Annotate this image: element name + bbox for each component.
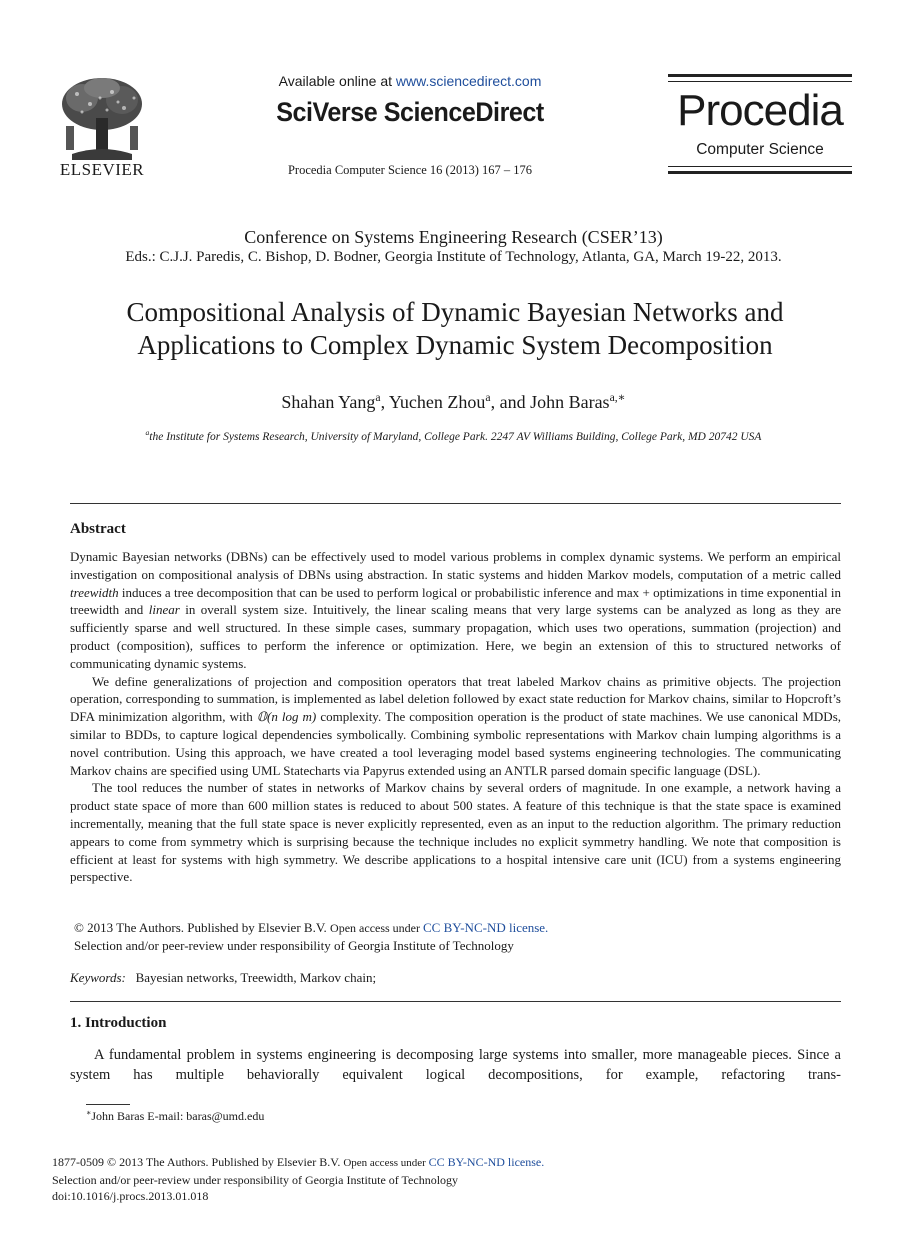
introduction-body xyxy=(70,1045,841,1085)
abstract-heading: Abstract xyxy=(70,521,126,537)
sciverse-logo: SciVerse ScienceDirect xyxy=(276,97,544,127)
abstract-text: induces a tree decomposition that can be used to perform logical or probabilistic inference and max + optimizations in time exponential in treewidth and xyxy=(70,584,841,618)
author-mark: a,∗ xyxy=(609,391,626,404)
license-link[interactable]: CC BY-NC-ND license. xyxy=(423,920,549,935)
peer-review-line: Selection and/or peer-review under responsibility of Georgia Institute of Technology xyxy=(52,1172,459,1187)
elsevier-tree-icon xyxy=(52,74,152,160)
divider-bottom xyxy=(70,1001,841,1002)
journal-citation: Procedia Computer Science 16 (2013) 167 – 176 xyxy=(287,163,533,177)
divider-top xyxy=(70,503,841,504)
footnote-mark: ∗ xyxy=(86,1108,92,1117)
author-list xyxy=(0,392,907,413)
title-line-1: Compositional Analysis of Dynamic Bayesian Networks and xyxy=(126,297,784,327)
open-access-text: Open access under xyxy=(343,1157,429,1169)
copyright-block xyxy=(74,919,845,955)
author-mark: a xyxy=(485,391,491,404)
footnote-text: John Baras E-mail: baras@umd.edu xyxy=(91,1109,265,1123)
keywords-label: Keywords: xyxy=(70,970,126,985)
elsevier-wordmark: ELSEVIER xyxy=(59,160,145,179)
author-separator: , xyxy=(380,392,389,412)
procedia-title: Procedia xyxy=(677,86,843,135)
abstract-paragraph xyxy=(70,673,841,780)
conference-name: Conference on Systems Engineering Research (CSER’13) xyxy=(244,227,663,247)
abstract-text: We define generalizations of projection and composition operators that treat labeled Markov chains as primitive objects. The projection operation, corresponding to summation, is implemented as label deletion followed by exact state reduction for Markov chains, similar to Hopcroft’s DFA minimization algorithm, with xyxy=(70,673,841,725)
title-line-2: Applications to Complex Dynamic System Decomposition xyxy=(137,330,773,360)
affiliation xyxy=(0,428,907,443)
abstract-paragraph xyxy=(70,548,841,673)
keywords-value: Bayesian networks, Treewidth, Markov chain; xyxy=(135,970,377,985)
peer-review-line: Selection and/or peer-review under responsibility of Georgia Institute of Technology xyxy=(74,938,514,953)
license-link[interactable]: CC BY-NC-ND license. xyxy=(428,1155,545,1169)
author-name: Yuchen Zhou xyxy=(388,392,486,412)
author-separator: , and xyxy=(490,392,531,412)
footnote-rule xyxy=(86,1104,130,1105)
author-mark: a xyxy=(375,391,381,404)
author-name: John Baras xyxy=(530,392,610,412)
copyright-line xyxy=(74,919,845,937)
abstract-paragraph: The tool reduces the number of states in networks of Markov chains by several orders of magnitude. In one example, a network having a product state space of more than 600 million states is reduced to about 500 states. A feature of this technique is that the state space is examined incrementally, meaning that the full state space is never explicitly represented, even as an input to the reduction algorithm. The primary reduction appears to come from symmetry which is surprising because the technique includes no explicit symmetry handling. We note that composition is efficient at least for systems with high symmetry. We describe applications to a hospital intensive care unit (ICU) from a systems engineering perspective. xyxy=(70,780,841,885)
abstract-emphasis: treewidth xyxy=(70,584,119,600)
complexity-math: 𝕆(n log m) xyxy=(256,709,317,725)
abstract-emphasis: linear xyxy=(148,602,180,618)
copyright-text: © 2013 The Authors. Published by Elsevier B.V. xyxy=(74,920,331,935)
abstract-text: complexity. The composition operation is the product of state machines. We use canonical MDDs, similar to BDDs, to capture logical dependencies symbolically. Combining symbolic representations with Markov chain lumping algorithms is a novel contribution. Using this approach, we have created a tool leveraging model based systems engineering technologies. The communicating Markov chains are specified using UML Statecharts via Papyrus extended using an ANTLR parsed domain specific language (DSL). xyxy=(70,709,842,778)
abstract-text: Dynamic Bayesian networks (DBNs) can be effectively used to model various problems in complex dynamic systems. We perform an empirical investigation on compositional analysis of DBNs using abstraction. In static systems and hidden Markov models, computation of a metric called xyxy=(70,549,841,582)
issn-text: 1877-0509 © 2013 The Authors. Published by Elsevier B.V. xyxy=(52,1155,344,1169)
introduction-paragraph: A fundamental problem in systems engineering is decomposing large systems into smaller, more manageable pieces. Since a system has multiple behaviorally equivalent logical decompositions, for example, refactoring trans- xyxy=(70,1047,841,1083)
logo-rule-bottom-thin xyxy=(668,166,852,167)
logo-rule-bottom xyxy=(668,171,852,174)
available-text: Available online at xyxy=(278,73,396,89)
procedia-subtitle: Computer Science xyxy=(696,141,824,158)
affiliation-mark: a xyxy=(145,428,150,438)
sciencedirect-link[interactable]: www.sciencedirect.com xyxy=(395,73,542,89)
abstract-text: in overall system size. Intuitively, the linear scaling means that very large systems can be analyzed as long as they are sufficiently sparse and well structured. In these simple cases, summary propagation, which uses two operations, summation (projection) and product (composition), suffices to perform the inference or optimization. Here, we begin an extension of this to structured networks of communicating dynamic systems. xyxy=(70,602,841,671)
logo-rule-top-thin xyxy=(668,81,852,82)
available-online xyxy=(230,73,590,89)
logo-rule-top xyxy=(668,74,852,77)
procedia-logo xyxy=(668,74,852,174)
footnote xyxy=(86,1109,264,1124)
affiliation-text: the Institute for Systems Research, University of Maryland, College Park. 2247 AV Williams Building, College Park, MD 20742 USA xyxy=(149,431,762,443)
open-access-text: Open access under xyxy=(330,921,424,935)
front-matter-footer xyxy=(52,1154,752,1205)
author-name: Shahan Yang xyxy=(281,392,376,412)
doi: doi:10.1016/j.procs.2013.01.018 xyxy=(52,1189,209,1203)
issn-line xyxy=(52,1154,752,1172)
conference-editors: Eds.: C.J.J. Paredis, C. Bishop, D. Bodner, Georgia Institute of Technology, Atlanta, GA, March 19-22, 2013. xyxy=(125,249,782,265)
introduction-heading: 1. Introduction xyxy=(70,1015,167,1031)
abstract-body xyxy=(70,548,841,886)
paper-title xyxy=(60,296,850,362)
keywords xyxy=(70,970,841,986)
